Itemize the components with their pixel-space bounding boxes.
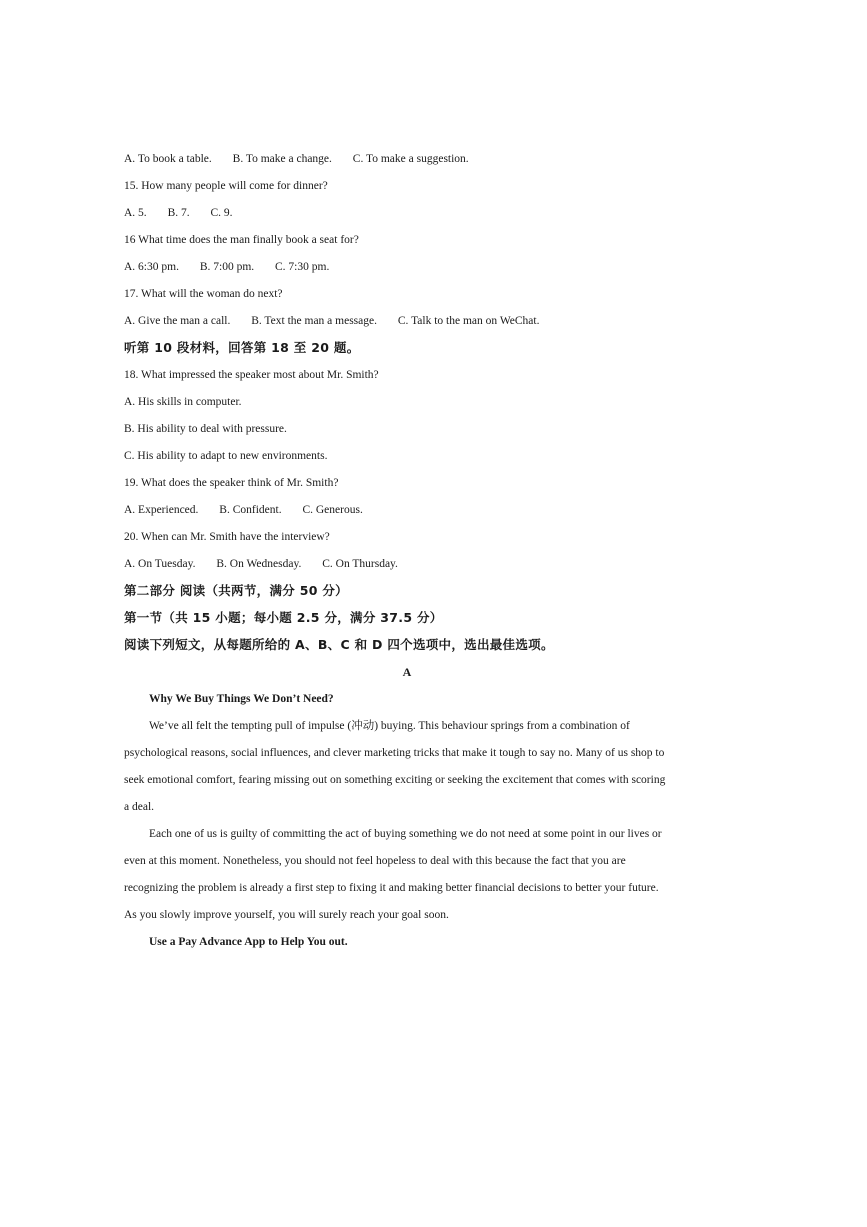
q19-option-b: B. Confident. bbox=[219, 504, 282, 516]
paragraph-1-line-4: a deal. bbox=[124, 801, 155, 813]
q19-option-a: A. Experienced. bbox=[124, 504, 199, 516]
q14-option-a: A. To book a table. bbox=[124, 153, 212, 165]
q20-option-c: C. On Thursday. bbox=[322, 558, 398, 570]
q16-option-c: C. 7:30 pm. bbox=[275, 261, 330, 273]
q17-question: 17. What will the woman do next? bbox=[124, 288, 283, 300]
q20-question: 20. When can Mr. Smith have the interview? bbox=[124, 531, 330, 543]
passage-title: Why We Buy Things We Don’t Need? bbox=[149, 693, 334, 705]
paragraph-2-line-2: even at this moment. Nonetheless, you should not feel hopeless to deal with this because the fact that you are bbox=[124, 855, 626, 867]
q20-option-b: B. On Wednesday. bbox=[216, 558, 302, 570]
section1-heading: 第一节（共 15 小题；每小题 2.5 分，满分 37.5 分） bbox=[124, 610, 443, 625]
q19-question: 19. What does the speaker think of Mr. Smith? bbox=[124, 477, 339, 489]
paragraph-1-line-1: We’ve all felt the tempting pull of impulse (冲动) buying. This behaviour springs from a combination of bbox=[149, 720, 630, 732]
section10-heading: 听第 10 段材料，回答第 18 至 20 题。 bbox=[124, 340, 360, 355]
exam-page bbox=[124, 148, 690, 958]
q18-option-b: B. His ability to deal with pressure. bbox=[124, 423, 287, 435]
q16-options bbox=[124, 256, 690, 283]
q15-question: 15. How many people will come for dinner? bbox=[124, 180, 328, 192]
q19-options bbox=[124, 499, 690, 526]
paragraph-2-line-4: As you slowly improve yourself, you will surely reach your goal soon. bbox=[124, 909, 449, 921]
q15-option-b: B. 7. bbox=[167, 207, 190, 219]
part2-heading: 第二部分 阅读（共两节，满分 50 分） bbox=[124, 583, 348, 598]
q20-option-a: A. On Tuesday. bbox=[124, 558, 196, 570]
passage-label: A bbox=[402, 665, 412, 679]
paragraph-1-line-2: psychological reasons, social influences, and clever marketing tricks that make it tough to say no. Many of us shop to bbox=[124, 747, 665, 759]
q15-option-c: C. 9. bbox=[210, 207, 233, 219]
q19-option-c: C. Generous. bbox=[302, 504, 363, 516]
q20-options bbox=[124, 553, 690, 580]
q16-question: 16 What time does the man finally book a seat for? bbox=[124, 234, 359, 246]
passage-subheading: Use a Pay Advance App to Help You out. bbox=[149, 936, 348, 948]
q18-question: 18. What impressed the speaker most about Mr. Smith? bbox=[124, 369, 379, 381]
q15-option-a: A. 5. bbox=[124, 207, 147, 219]
passage-paragraph-1 bbox=[124, 715, 690, 823]
q18-option-c: C. His ability to adapt to new environments. bbox=[124, 450, 328, 462]
passage-paragraph-2 bbox=[124, 823, 690, 931]
q14-options bbox=[124, 148, 690, 175]
q14-option-b: B. To make a change. bbox=[232, 153, 332, 165]
paragraph-2-line-3: recognizing the problem is already a first step to fixing it and making better financial decisions to better your future. bbox=[124, 882, 659, 894]
q17-options bbox=[124, 310, 690, 337]
q18-option-a: A. His skills in computer. bbox=[124, 396, 242, 408]
q15-options bbox=[124, 202, 690, 229]
q14-option-c: C. To make a suggestion. bbox=[352, 153, 469, 165]
q17-option-a: A. Give the man a call. bbox=[124, 315, 231, 327]
q16-option-a: A. 6:30 pm. bbox=[124, 261, 179, 273]
q16-option-b: B. 7:00 pm. bbox=[199, 261, 255, 273]
paragraph-1-line-3: seek emotional comfort, fearing missing out on something exciting or seeking the excitement that comes with scoring bbox=[124, 774, 666, 786]
q17-option-c: C. Talk to the man on WeChat. bbox=[397, 315, 540, 327]
paragraph-2-line-1: Each one of us is guilty of committing the act of buying something we do not need at some point in our lives or bbox=[149, 828, 662, 840]
q17-option-b: B. Text the man a message. bbox=[251, 315, 377, 327]
reading-instructions: 阅读下列短文，从每题所给的 A、B、C 和 D 四个选项中，选出最佳选项。 bbox=[124, 637, 554, 652]
